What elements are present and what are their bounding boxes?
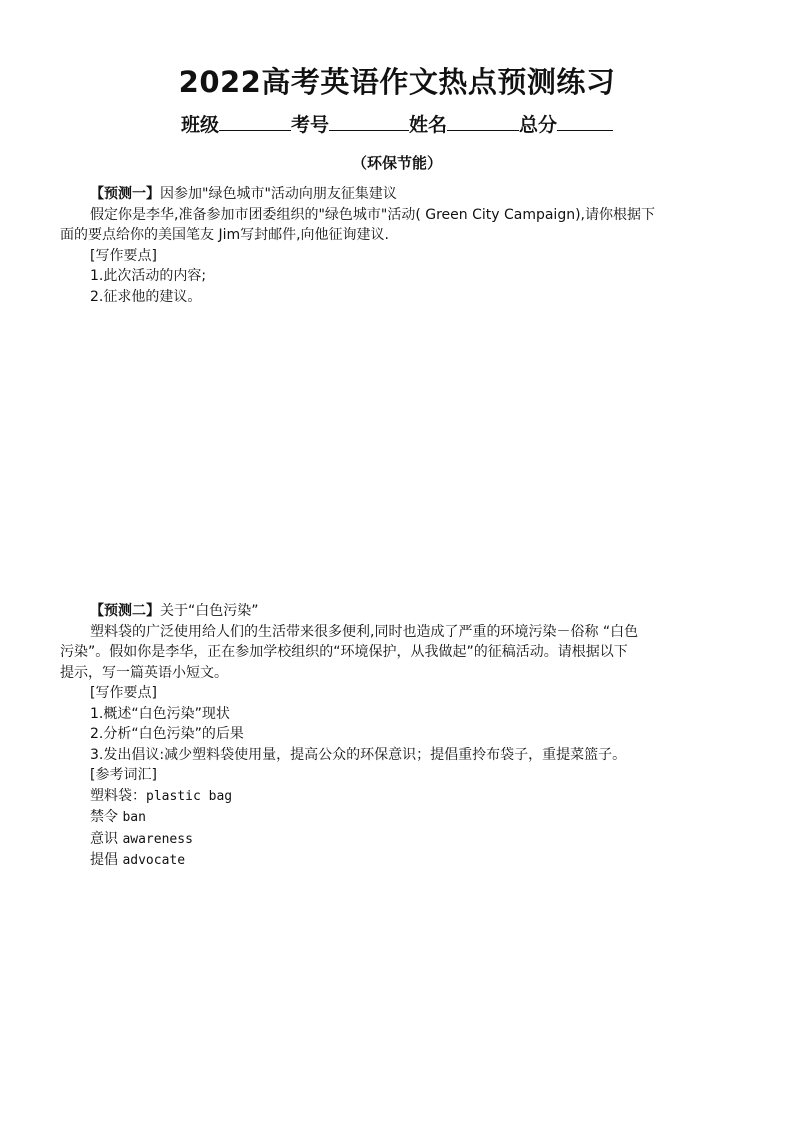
prediction-two-point: 1.概述“白色污染”现状 xyxy=(90,705,230,722)
vocab-english: ban xyxy=(122,810,146,825)
document-title: 2022高考英语作文热点预测练习 xyxy=(178,65,616,99)
prediction-one-section xyxy=(60,184,740,307)
vocab-item xyxy=(60,807,740,829)
vocab-item xyxy=(60,829,740,851)
prediction-one-bracket: 【预测一】 xyxy=(90,186,160,202)
prediction-two-points-title: [写作要点] xyxy=(90,685,157,701)
name-label: 姓名 xyxy=(409,114,448,136)
vocab-item xyxy=(60,850,740,872)
class-label: 班级 xyxy=(180,114,219,136)
prediction-two-point: 3.发出倡议:减少塑料袋使用量，提高公众的环保意识；提倡重拎布袋子，重提菜篮子。 xyxy=(90,746,627,763)
prediction-one-points-title: [写作要点] xyxy=(90,247,157,264)
vocab-english: awareness xyxy=(122,831,193,847)
prediction-two-body-line: 提示，写一篇英语小短文。 xyxy=(60,664,228,681)
vocab-chinese: 意识 xyxy=(90,830,123,847)
name-blank xyxy=(447,112,519,131)
prediction-two-bracket: 【预测二】 xyxy=(90,603,160,619)
score-blank xyxy=(557,112,613,131)
prediction-one-body-line: 面的要点给你的美国笔友 Jim写封邮件,向他征询建议. xyxy=(60,227,390,243)
vocab-chinese: 提倡 xyxy=(90,852,123,868)
student-info-line xyxy=(0,112,794,138)
exam-no-blank xyxy=(329,112,409,131)
prediction-two-point: 2.分析“白色污染”的后果 xyxy=(90,726,244,742)
prediction-two-body-line: 塑料袋的广泛使用给人们的生活带来很多便利,同时也造成了严重的环境污染－俗称 “白色 xyxy=(90,623,639,640)
vocab-chinese: 禁令 xyxy=(90,809,123,825)
vocab-item xyxy=(60,786,740,808)
vocab-chinese: 塑料袋： xyxy=(90,787,146,804)
prediction-two-body-line: 污染”。假如你是李华，正在参加学校组织的“环境保护，从我做起”的征稿活动。请根据以下 xyxy=(60,644,628,660)
prediction-one-heading-text: 因参加"绿色城市"活动向朋友征集建议 xyxy=(160,186,397,202)
topic-subtitle: （环保节能） xyxy=(351,154,442,172)
vocab-english: advocate xyxy=(122,853,186,868)
prediction-two-section xyxy=(60,601,740,872)
prediction-one-heading xyxy=(60,184,740,205)
vocab-english: plastic bag xyxy=(146,788,233,804)
score-label: 总分 xyxy=(519,114,558,136)
prediction-one-point: 1.此次活动的内容; xyxy=(90,268,207,284)
prediction-two-heading-text: 关于“白色污染” xyxy=(160,603,259,619)
prediction-two-heading xyxy=(60,601,740,622)
prediction-one-body-line: 假定你是李华,准备参加市团委组织的"绿色城市"活动( Green City Campaign),请你根据下 xyxy=(90,206,655,223)
prediction-two-vocab-title: [参考词汇] xyxy=(90,767,157,783)
prediction-one-point: 2.征求他的建议。 xyxy=(90,288,202,305)
exam-no-label: 考号 xyxy=(290,114,329,136)
class-blank xyxy=(219,112,291,131)
